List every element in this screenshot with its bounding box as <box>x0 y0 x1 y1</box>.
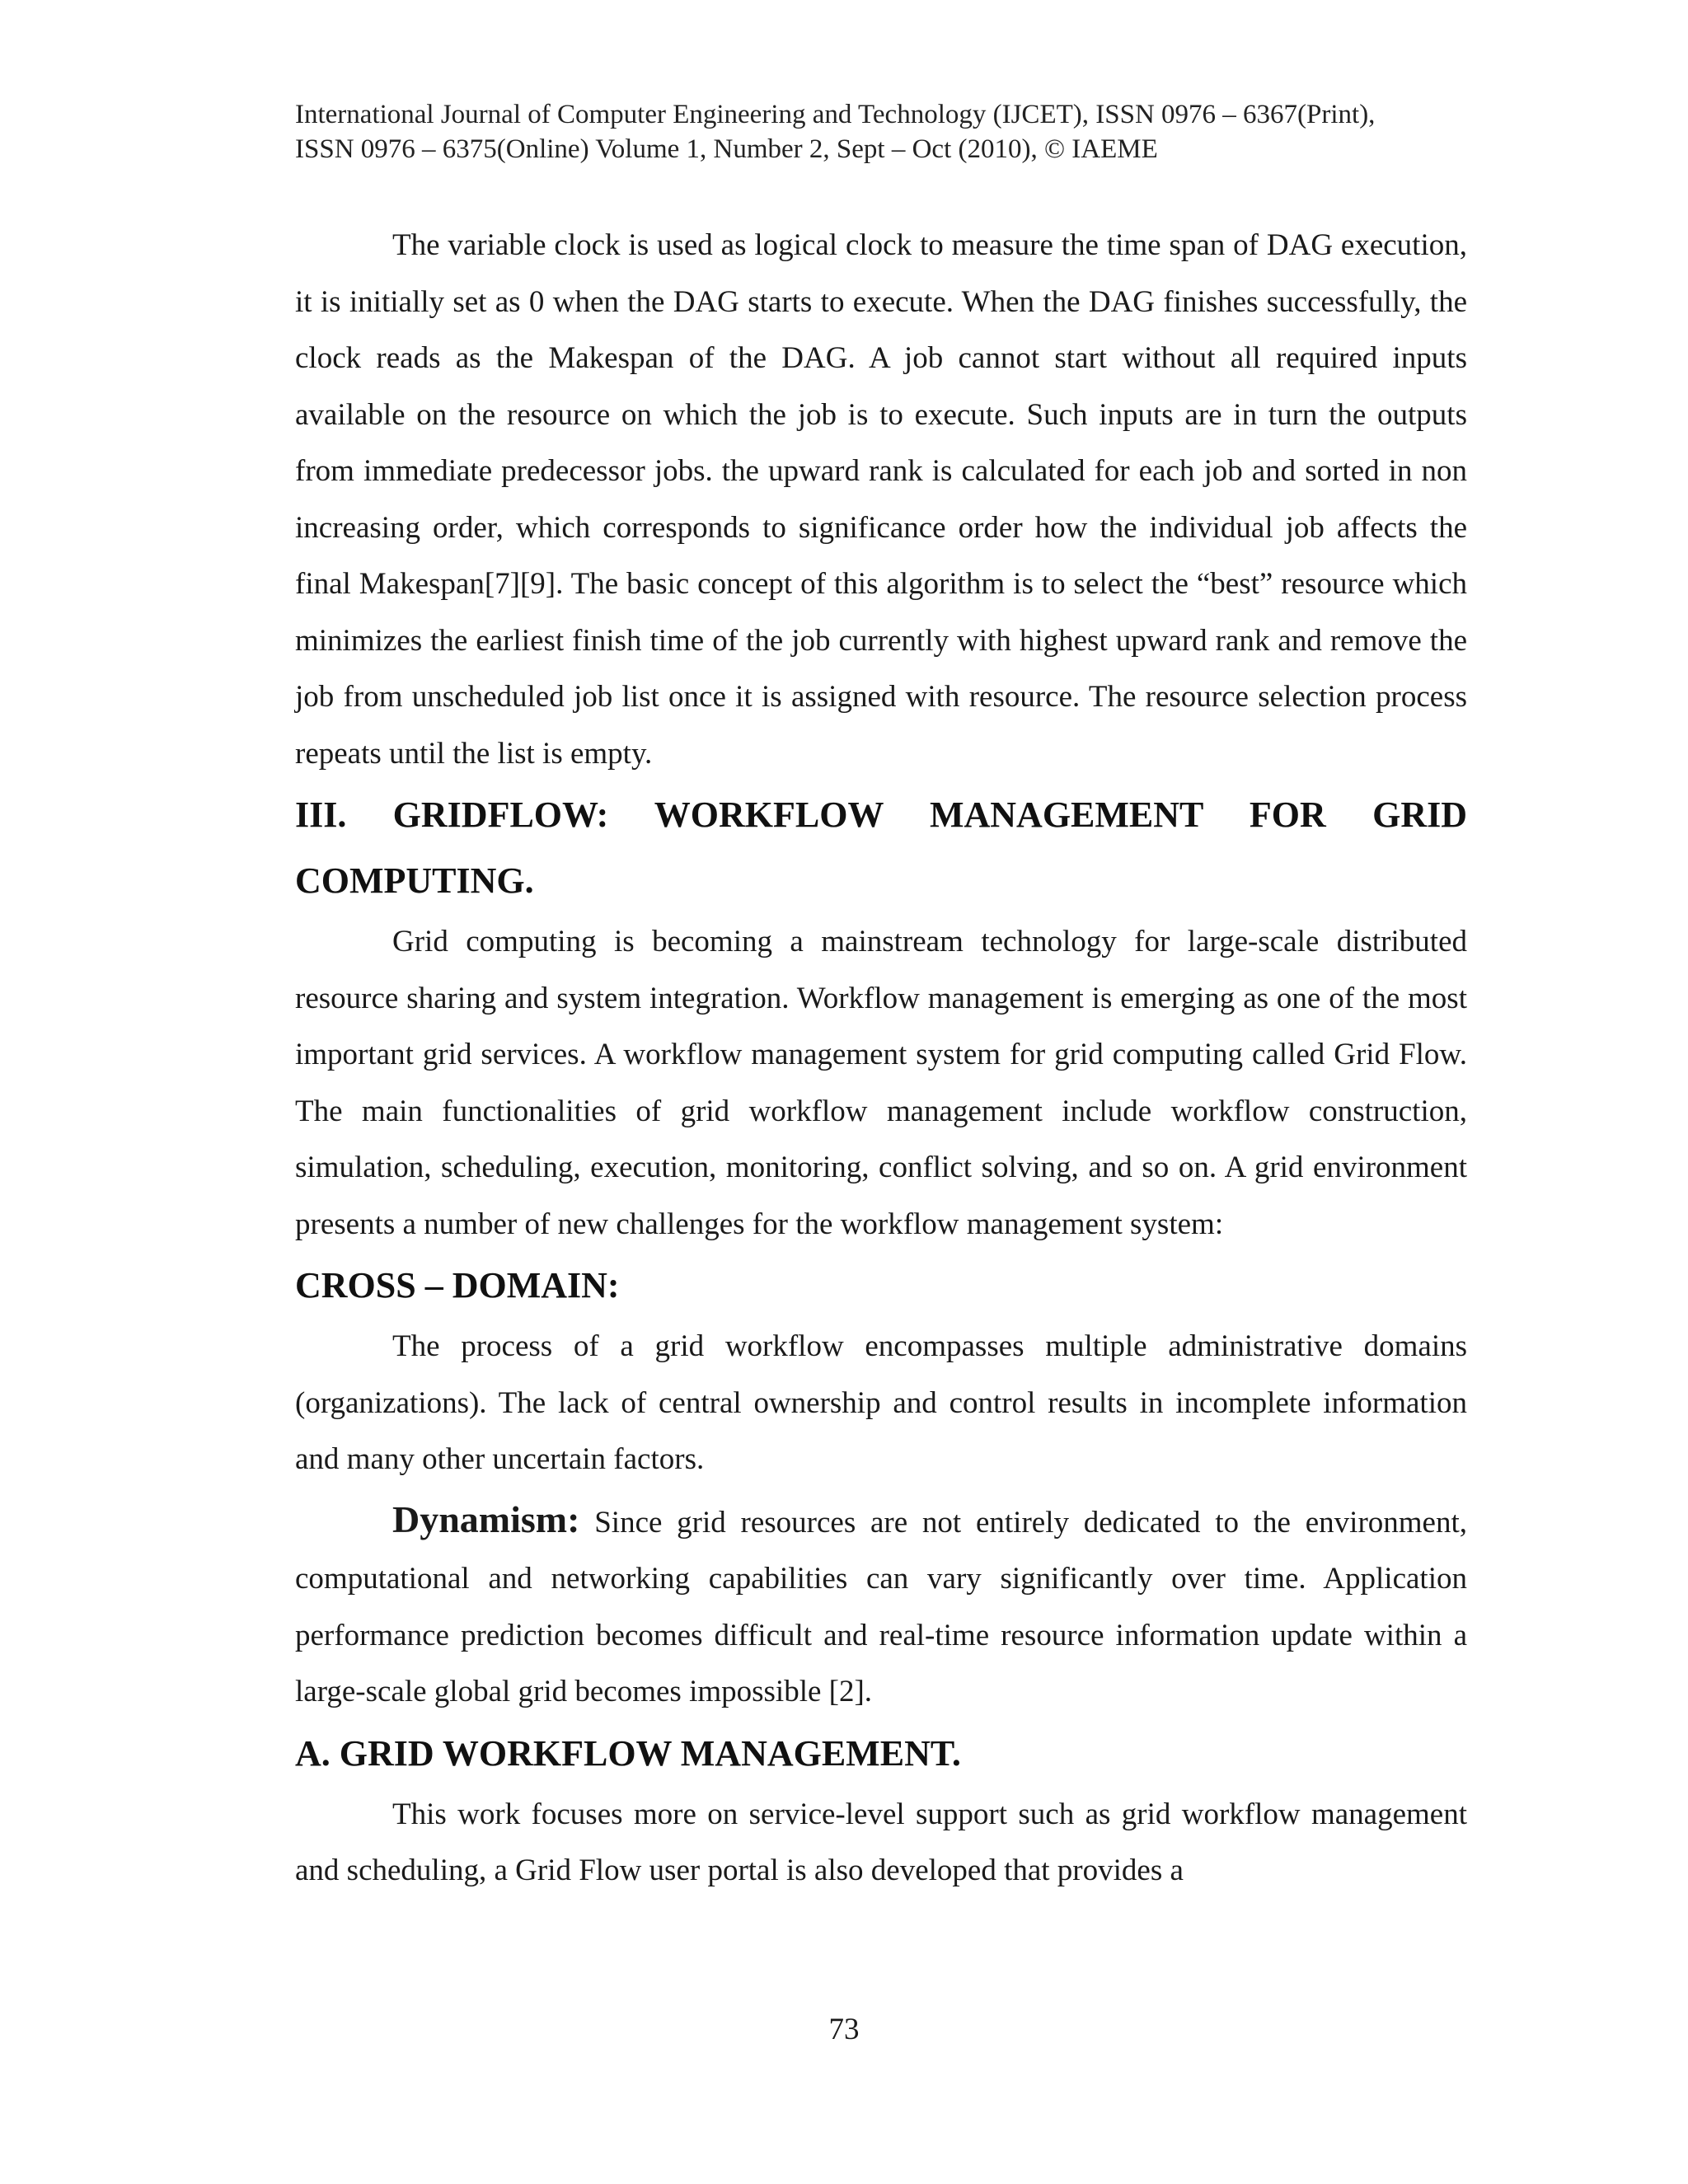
dynamism-text: Since grid resources are not entirely dedicated to the environment, computational and networking capabilities can vary significantly over time. Application performance prediction becomes difficult and real-time resource information update within a large-scale global grid becomes impossible [2]. <box>295 1505 1467 1708</box>
page-body <box>295 218 1467 1900</box>
dynamism-label: Dynamism: <box>392 1497 580 1540</box>
subheading-cross-domain: CROSS – DOMAIN: <box>295 1265 620 1305</box>
header-line-2: ISSN 0976 – 6375(Online) Volume 1, Number 2, Sept – Oct (2010), © IAEME <box>295 134 1158 164</box>
page-number: 73 <box>828 2013 860 2046</box>
header-line-1: International Journal of Computer Engineering and Technology (IJCET), ISSN 0976 – 6367(Print), <box>295 100 1376 129</box>
paragraph-grid-computing: Grid computing is becoming a mainstream technology for large-scale distributed resource sharing and system integration. Workflow management is emerging as one of the most important grid services. A workflow management system for grid computing called Grid Flow. The main functionalities of grid workflow management include workflow construction, simulation, scheduling, execution, monitoring, conflict solving, and so on. A grid environment presents a number of new challenges for the workflow management system: <box>295 925 1467 1241</box>
section-heading-gridflow: III. GRIDFLOW: WORKFLOW MANAGEMENT FOR GRID COMPUTING. <box>295 794 1467 901</box>
paragraph-cross-domain: The process of a grid workflow encompasses multiple administrative domains (organizations). The lack of central ownership and control results in incomplete information and many other uncertain factors. <box>295 1329 1467 1476</box>
subsection-heading-grid-workflow-management: A. GRID WORKFLOW MANAGEMENT. <box>295 1732 961 1774</box>
paragraph-service-level-support: This work focuses more on service-level support such as grid workflow management and scheduling, a Grid Flow user portal is also developed that provides a <box>295 1797 1467 1887</box>
paragraph-clock-description: The variable clock is used as logical clock to measure the time span of DAG execution, it is initially set as 0 when the DAG starts to execute. When the DAG finishes successfully, the clock reads as the Makespan of the DAG. A job cannot start without all required inputs available on the resource on which the job is to execute. Such inputs are in turn the outputs from immediate predecessor jobs. the upward rank is calculated for each job and sorted in non increasing order, which corresponds to significance order how the individual job affects the final Makespan[7][9]. The basic concept of this algorithm is to select the “best” resource which minimizes the earliest finish time of the job currently with highest upward rank and remove the job from unscheduled job list once it is assigned with resource. The resource selection process repeats until the list is empty. <box>295 228 1467 771</box>
running-header <box>295 97 1482 166</box>
paragraph-dynamism <box>295 1492 1467 1721</box>
